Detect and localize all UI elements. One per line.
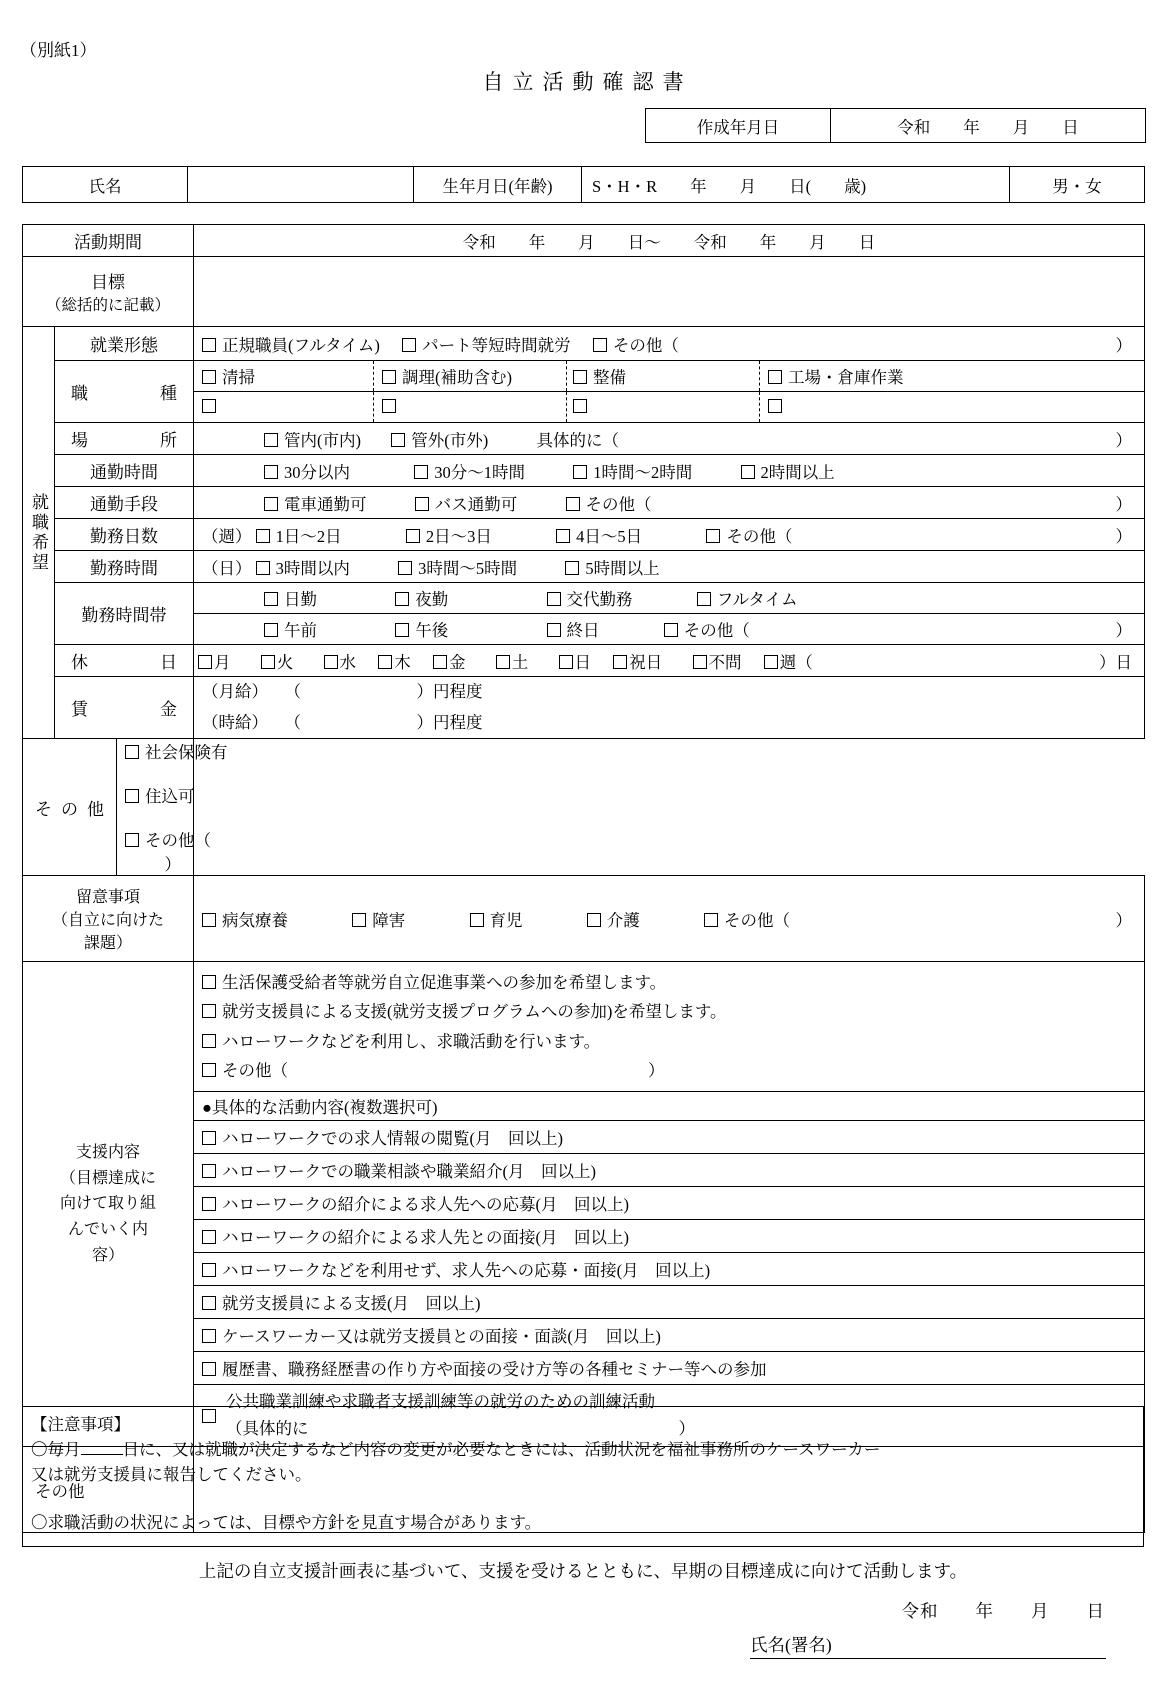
employment-other-label: そ の 他 [23, 739, 117, 876]
goal-label-line1: 目標 [91, 273, 125, 292]
checkbox-option[interactable]: 終日 [547, 617, 600, 641]
checkbox-option[interactable]: ケースワーカー又は就労支援員との面接・面談(月 回以上) [194, 1319, 1145, 1352]
checkbox-icon[interactable] [704, 913, 718, 927]
note-heading: 【注意事項】 [31, 1415, 130, 1434]
work-hours-prefix: （日） [202, 558, 252, 578]
job-type-cell[interactable]: 工場・倉庫作業 [760, 361, 1140, 391]
checkbox-option[interactable]: 木 [378, 649, 411, 673]
checkbox-icon[interactable] [324, 655, 338, 669]
commute-time-label: 通勤時間 [55, 455, 194, 487]
checkbox-option[interactable]: 不問 [693, 649, 742, 673]
checkbox-icon[interactable] [125, 745, 139, 759]
checkbox-icon[interactable] [202, 1362, 216, 1376]
checkbox-option[interactable]: ハローワークでの職業相談や職業紹介(月 回以上) [194, 1154, 1145, 1187]
support-content-label: 支援内容 （目標達成に 向けて取り組 んでいく内 容） [23, 962, 194, 1447]
checkbox-icon[interactable] [198, 655, 212, 669]
closing-paren: ） [1115, 494, 1132, 514]
checkbox-option[interactable]: その他（ [566, 491, 652, 515]
concerns-options [194, 876, 1145, 962]
checkbox-icon[interactable] [565, 561, 579, 575]
checkbox-icon[interactable] [264, 623, 278, 637]
checkbox-icon[interactable] [202, 1004, 216, 1018]
checkbox-option[interactable]: 30分以内 [264, 459, 350, 483]
checkbox-icon[interactable] [264, 465, 278, 479]
note-line-1: 〇毎月 日に、又は就職が決定するなど内容の変更が必要なときには、活動状況を福祉事務所のケースワーカー [31, 1439, 881, 1459]
checkbox-option[interactable]: 日 [559, 649, 592, 673]
checkbox-icon[interactable] [573, 370, 587, 384]
checkbox-option[interactable]: 火 [261, 649, 294, 673]
checkbox-option[interactable]: その他（ [664, 617, 750, 641]
checkbox-option[interactable]: その他（ [125, 827, 211, 851]
checkbox-option[interactable]: 管外(市外) [391, 427, 488, 451]
employment-other-row [23, 739, 1145, 876]
support-top-items [194, 962, 1145, 1092]
activity-period-label: 活動期間 [23, 225, 194, 257]
checkbox-option[interactable]: パート等短時間就労 [402, 332, 571, 356]
checkbox-option[interactable]: 月 [198, 649, 231, 673]
checkbox-option[interactable]: 5時間以上 [565, 555, 659, 579]
checkbox-icon[interactable] [693, 655, 707, 669]
job-type-cell[interactable] [760, 392, 1140, 422]
commute-means-options [194, 487, 1145, 519]
employment-other-options [117, 739, 228, 876]
checkbox-icon[interactable] [202, 1164, 216, 1178]
checkbox-icon[interactable] [593, 338, 607, 352]
place-specific-label: 具体的に（ [536, 430, 619, 450]
checkbox-icon[interactable] [202, 1034, 216, 1048]
goal-value[interactable] [194, 257, 1145, 327]
checkbox-icon[interactable] [125, 789, 139, 803]
checkbox-option[interactable]: 夜勤 [395, 586, 448, 610]
checkbox-icon[interactable] [382, 370, 396, 384]
checkbox-option[interactable]: 住込可 [125, 783, 195, 807]
checkbox-option[interactable]: ハローワークなどを利用せず、求人先への応募・面接(月 回以上) [194, 1253, 1145, 1286]
checkbox-icon[interactable] [264, 433, 278, 447]
commute-time-row [23, 455, 1145, 487]
checkbox-icon[interactable] [402, 338, 416, 352]
creation-date-table [645, 108, 1146, 143]
checkbox-icon[interactable] [406, 529, 420, 543]
signature-input-line[interactable] [832, 1637, 1106, 1659]
concerns-label: 留意事項 （自立に向けた 課題） [23, 876, 194, 962]
closing-date[interactable]: 令和 年 月 日 [901, 1601, 1105, 1621]
checkbox-icon[interactable] [202, 1263, 216, 1277]
checkbox-option[interactable]: 午前 [264, 617, 317, 641]
checkbox-option[interactable]: 育児 [470, 907, 523, 931]
signature-label: 氏名(署名) [750, 1632, 832, 1659]
job-type-options-row2 [194, 392, 1145, 423]
checkbox-option[interactable]: その他（ ） [202, 1056, 1144, 1085]
commute-means-row [23, 487, 1145, 519]
checkbox-option[interactable]: ハローワークの紹介による求人先への応募(月 回以上) [194, 1187, 1145, 1220]
employment-type-options [194, 327, 1145, 361]
checkbox-icon[interactable] [202, 370, 216, 384]
checkbox-icon[interactable] [256, 561, 270, 575]
work-timeband-options-row2 [194, 614, 1145, 645]
checkbox-icon[interactable] [573, 465, 587, 479]
checkbox-icon[interactable] [202, 338, 216, 352]
checkbox-icon[interactable] [125, 833, 139, 847]
holiday-options [194, 645, 1145, 677]
checkbox-icon[interactable] [202, 399, 216, 413]
job-type-cell[interactable]: 整備 [567, 361, 760, 391]
checkbox-icon[interactable] [415, 497, 429, 511]
checkbox-icon[interactable] [587, 913, 601, 927]
checkbox-icon[interactable] [398, 561, 412, 575]
checkbox-icon[interactable] [261, 655, 275, 669]
wage-label: 賃 金 [55, 677, 194, 739]
attention-note-box [22, 1406, 1144, 1547]
work-hours-row [23, 551, 1145, 583]
job-type-options-row1 [194, 361, 1145, 392]
wage-values[interactable] [194, 677, 1145, 739]
closing-paren: ） [1115, 526, 1132, 546]
checkbox-option[interactable]: 社会保険有 [125, 739, 228, 763]
work-days-label: 勤務日数 [55, 519, 194, 551]
goal-label-line2: （総括的に記載） [45, 297, 170, 314]
checkbox-icon[interactable] [391, 433, 405, 447]
birthdate-label: 生年月日(年齢) [414, 167, 582, 203]
checkbox-icon[interactable] [202, 1230, 216, 1244]
work-timeband-options-row1 [194, 583, 1145, 614]
birthdate-value[interactable]: S・H・R 年 月 日( 歳) [582, 167, 1010, 203]
work-hours-label: 勤務時間 [55, 551, 194, 583]
checkbox-option[interactable]: 交代勤務 [547, 586, 633, 610]
checkbox-option[interactable]: 1時間～2時間 [573, 459, 692, 483]
checkbox-option[interactable]: 週（ [764, 649, 813, 673]
checkbox-option[interactable]: ハローワークでの求人情報の閲覧(月 回以上) [194, 1121, 1145, 1154]
checkbox-option[interactable]: 履歴書、職務経歴書の作り方や面接の受け方等の各種セミナー等への参加 [194, 1352, 1145, 1385]
checkbox-icon[interactable] [566, 497, 580, 511]
commute-time-options [194, 455, 1145, 487]
checkbox-icon[interactable] [764, 655, 778, 669]
other-bottom-label: その他 [23, 1447, 194, 1533]
checkbox-option[interactable]: 介護 [587, 907, 640, 931]
person-table [22, 166, 1145, 203]
checkbox-icon[interactable] [559, 655, 573, 669]
checkbox-icon[interactable] [741, 465, 755, 479]
place-row [23, 423, 1145, 455]
checkbox-option[interactable]: 病気療養 [202, 907, 288, 931]
checkbox-option[interactable]: 午後 [395, 617, 448, 641]
job-type-cell[interactable] [194, 392, 374, 422]
checkbox-icon[interactable] [395, 623, 409, 637]
checkbox-option[interactable]: 就労支援員による支援(月 回以上) [194, 1286, 1145, 1319]
checkbox-option[interactable]: フルタイム [697, 586, 798, 610]
checkbox-icon[interactable] [414, 465, 428, 479]
checkbox-icon[interactable] [768, 399, 782, 413]
employment-wish-group-label: 就職希望 [23, 327, 55, 739]
page-title: 自立活動確認書 [482, 70, 693, 94]
checkbox-icon[interactable] [547, 592, 561, 606]
work-timeband-row-1 [23, 583, 1145, 614]
holiday-label: 休 日 [55, 645, 194, 677]
support-top-row [23, 962, 1145, 1092]
signature-row [750, 1632, 1106, 1659]
creation-date-label: 作成年月日 [646, 109, 831, 143]
checkbox-icon[interactable] [706, 529, 720, 543]
checkbox-icon[interactable] [202, 913, 216, 927]
checkbox-option[interactable]: ハローワークなどを利用し、求職活動を行います。 [202, 1027, 1144, 1056]
checkbox-icon[interactable] [395, 592, 409, 606]
checkbox-option[interactable]: ハローワークの紹介による求人先との面接(月 回以上) [194, 1220, 1145, 1253]
training-line1: 公共職業訓練や求職者支援訓練等の就労のための訓練活動 [226, 1392, 655, 1412]
job-type-row-1 [23, 361, 1145, 392]
closing-paren: ） [1115, 910, 1132, 930]
work-days-prefix: （週） [202, 526, 252, 546]
checkbox-icon[interactable] [352, 913, 366, 927]
wage-monthly[interactable]: （月給） （ ）円程度 [202, 682, 483, 701]
checkbox-option[interactable]: 日勤 [264, 586, 317, 610]
name-value[interactable] [188, 167, 414, 203]
employment-type-row [23, 327, 1145, 361]
checkbox-option[interactable]: 2日～3日 [406, 523, 492, 547]
wage-hourly[interactable]: （時給） （ ）円程度 [202, 712, 483, 732]
checkbox-option[interactable]: その他（ [706, 523, 792, 547]
attachment-label: （別紙1） [20, 41, 97, 60]
note-line-2: 又は就労支援員に報告してください。 [31, 1464, 312, 1484]
checkbox-icon[interactable] [202, 975, 216, 989]
checkbox-icon[interactable] [382, 399, 396, 413]
job-type-cell[interactable]: 調理(補助含む) [374, 361, 567, 391]
wage-row [23, 677, 1145, 739]
work-days-row [23, 519, 1145, 551]
activity-period-value[interactable]: 令和 年 月 日～ 令和 年 月 日 [194, 225, 1145, 257]
checkbox-option[interactable]: 管内(市内) [264, 427, 361, 451]
holiday-suffix: ）日 [1099, 652, 1132, 672]
checkbox-icon[interactable] [496, 655, 510, 669]
checkbox-icon[interactable] [256, 529, 270, 543]
checkbox-icon[interactable] [264, 592, 278, 606]
work-days-options [194, 519, 1145, 551]
table-row [646, 109, 1146, 143]
checkbox-option[interactable]: 電車通勤可 [264, 491, 367, 515]
support-detail-heading: ●具体的な活動内容(複数選択可) [194, 1092, 1145, 1121]
checkbox-icon[interactable] [202, 1063, 216, 1077]
gender-value[interactable]: 男・女 [1010, 167, 1145, 203]
checkbox-icon[interactable] [556, 529, 570, 543]
closing-paren: ） [164, 855, 181, 875]
closing-paren: ） [1115, 430, 1132, 450]
job-type-cell[interactable] [374, 392, 567, 422]
checkbox-option[interactable]: その他（ [704, 907, 790, 931]
checkbox-icon[interactable] [697, 592, 711, 606]
checkbox-icon[interactable] [573, 399, 587, 413]
checkbox-option[interactable]: 1日～2日 [256, 523, 342, 547]
checkbox-option[interactable]: 土 [496, 649, 529, 673]
checkbox-icon[interactable] [264, 497, 278, 511]
place-options [194, 423, 1145, 455]
checkbox-icon[interactable] [202, 1329, 216, 1343]
note-spacer [31, 1487, 1135, 1511]
checkbox-icon[interactable] [202, 1296, 216, 1310]
main-form-table [22, 224, 1145, 1533]
work-hours-options [194, 551, 1145, 583]
checkbox-option[interactable]: 4日～5日 [556, 523, 642, 547]
closing-statement: 上記の自立支援計画表に基づいて、支援を受けるとともに、早期の目標達成に向けて活動します。 [198, 1561, 968, 1581]
checkbox-option[interactable]: 水 [324, 649, 357, 673]
training-line2: （具体的に ） [226, 1418, 695, 1438]
checkbox-option[interactable]: 正規職員(フルタイム) [202, 332, 380, 356]
checkbox-option[interactable]: バス通勤可 [415, 491, 518, 515]
closing-paren: ） [1115, 335, 1132, 355]
closing-paren: ） [1115, 621, 1132, 640]
work-timeband-label: 勤務時間帯 [55, 583, 194, 645]
table-row [23, 167, 1145, 203]
job-type-cell[interactable] [567, 392, 760, 422]
employment-type-label: 就業形態 [55, 327, 194, 361]
activity-period-row [23, 225, 1145, 257]
checkbox-icon[interactable] [547, 623, 561, 637]
checkbox-icon[interactable] [613, 655, 627, 669]
checkbox-icon[interactable] [378, 655, 392, 669]
checkbox-option[interactable]: 祝日 [613, 649, 662, 673]
place-label: 場 所 [55, 423, 194, 455]
checkbox-option[interactable]: 障害 [352, 907, 405, 931]
goal-row [23, 257, 1145, 327]
job-type-label: 職 種 [55, 361, 194, 423]
checkbox-icon[interactable] [202, 1131, 216, 1145]
checkbox-option[interactable]: 就労支援員による支援(就労支援プログラムへの参加)を希望します。 [202, 997, 1144, 1026]
checkbox-option[interactable]: その他（ [593, 332, 679, 356]
checkbox-option[interactable]: 金 [433, 649, 466, 673]
commute-means-label: 通勤手段 [55, 487, 194, 519]
checkbox-icon[interactable] [470, 913, 484, 927]
job-type-cell[interactable]: 清掃 [194, 361, 374, 391]
checkbox-option[interactable]: 生活保護受給者等就労自立促進事業への参加を希望します。 [202, 968, 1144, 997]
checkbox-option[interactable]: 2時間以上 [741, 459, 835, 483]
goal-label-cell [23, 257, 194, 327]
fill-in-blank[interactable] [81, 1454, 123, 1455]
checkbox-option[interactable]: 3時間～5時間 [398, 555, 517, 579]
name-label: 氏名 [23, 167, 188, 203]
checkbox-icon[interactable] [433, 655, 447, 669]
note-line-3: 〇求職活動の状況によっては、目標や方針を見直す場合があります。 [31, 1513, 542, 1533]
checkbox-icon[interactable] [664, 623, 678, 637]
checkbox-option[interactable]: 30分～1時間 [414, 459, 525, 483]
holiday-row [23, 645, 1145, 677]
checkbox-icon[interactable] [202, 1197, 216, 1211]
checkbox-option[interactable]: 3時間以内 [256, 555, 350, 579]
checkbox-icon[interactable] [768, 370, 782, 384]
concerns-row [23, 876, 1145, 962]
creation-date-value[interactable]: 令和 年 月 日 [831, 109, 1146, 143]
